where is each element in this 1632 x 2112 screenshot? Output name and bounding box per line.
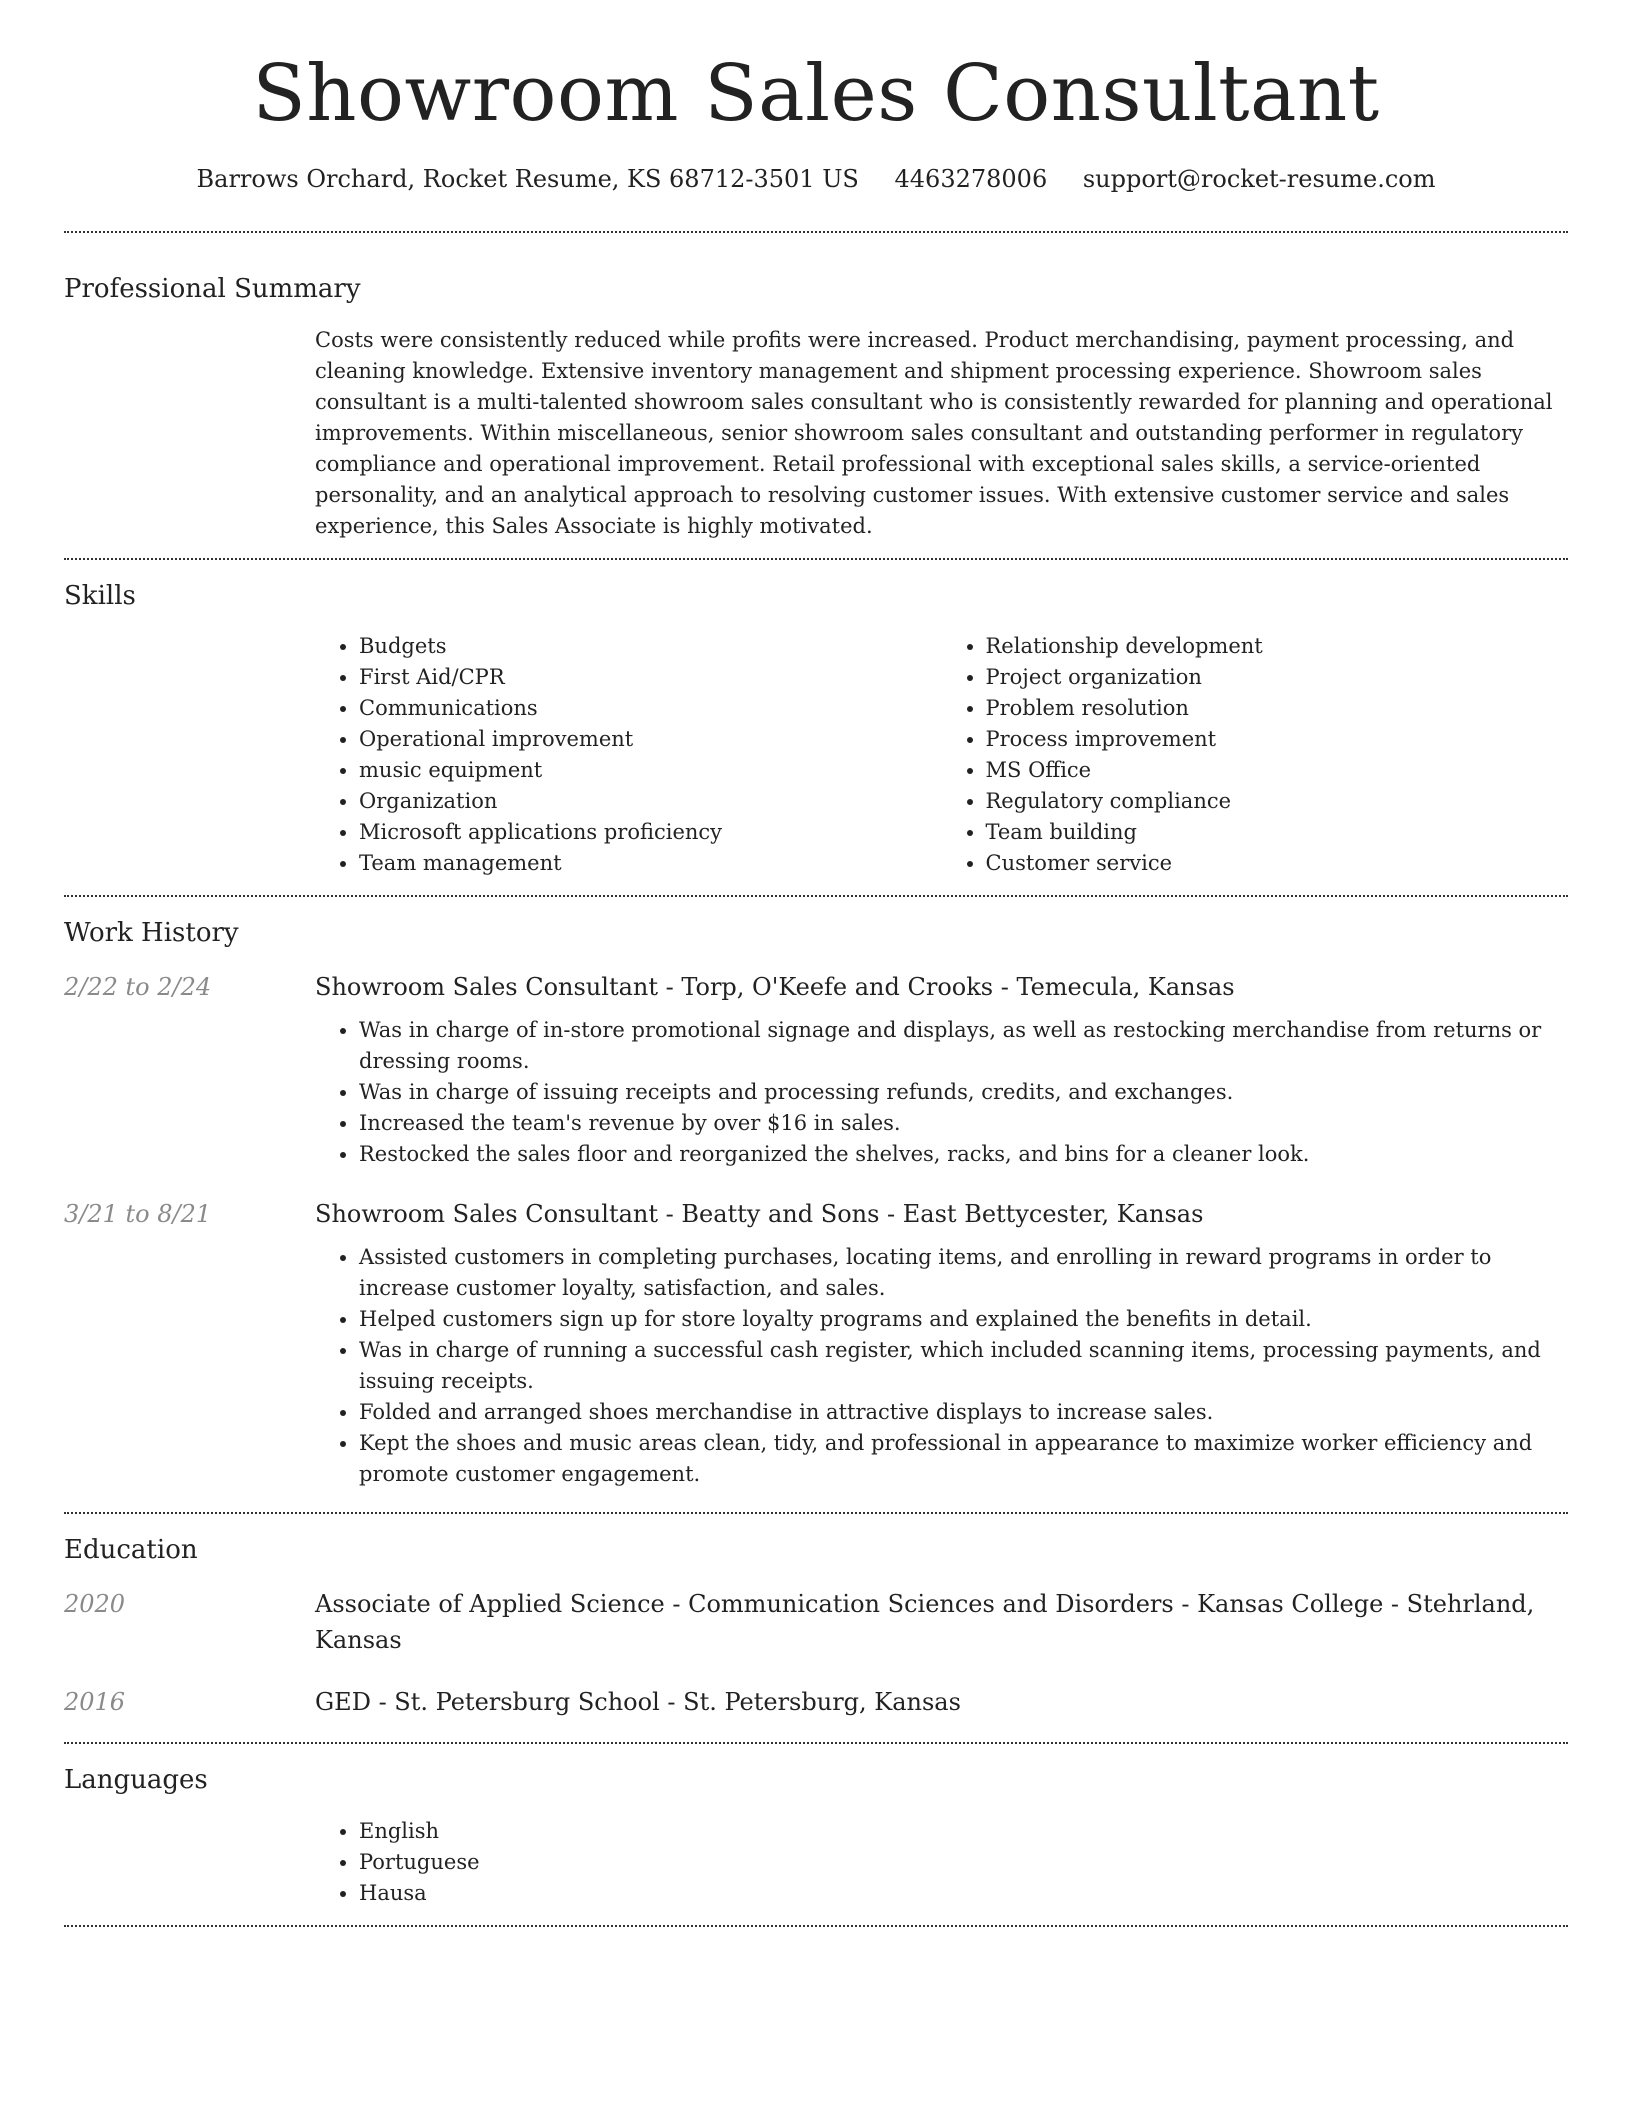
skill-item: • Microsoft applications proficiency (359, 817, 942, 848)
education-section (64, 1514, 1568, 1742)
section-divider (64, 1925, 1568, 1927)
job-heading: Showroom Sales Consultant - Torp, O'Keefe and Crooks - Temecula, Kansas (315, 973, 1235, 1002)
job-dates: 3/21 to 8/21 (64, 1200, 212, 1229)
skill-item: • Problem resolution (986, 693, 1569, 724)
job-bullet: • Restocked the sales floor and reorganized the shelves, racks, and bins for a cleaner look. (359, 1139, 1568, 1170)
job-heading: Showroom Sales Consultant - Beatty and Sons - East Bettycester, Kansas (315, 1200, 1204, 1229)
job-bullet: • Was in charge of issuing receipts and processing refunds, credits, and exchanges. (359, 1077, 1568, 1108)
skill-item: • Budgets (359, 631, 942, 662)
language-item: • Portuguese (359, 1847, 1568, 1878)
job-bullet: • Was in charge of in-store promotional signage and displays, as well as restocking merchandise from returns or dressing rooms. (359, 1015, 1568, 1077)
job-bullets (315, 1242, 1568, 1490)
education-year: 2020 (64, 1589, 126, 1618)
skills-list-left (315, 631, 942, 879)
summary-section (64, 233, 1568, 558)
skill-item: • Communications (359, 693, 942, 724)
skill-item: • Customer service (986, 848, 1569, 879)
job-entry (64, 969, 1568, 1170)
skill-item: • music equipment (359, 755, 942, 786)
section-title-education: Education (64, 1535, 198, 1566)
contact-line (64, 164, 1568, 195)
job-bullet: • Kept the shoes and music areas clean, tidy, and professional in appearance to maximize worker efficiency and promote customer engagement. (359, 1428, 1568, 1490)
contact-email: support@rocket-resume.com (1082, 164, 1436, 193)
job-entry (64, 1196, 1568, 1490)
job-bullet: • Assisted customers in completing purchases, locating items, and enrolling in reward programs in order to increase customer loyalty, satisfaction, and sales. (359, 1242, 1568, 1304)
language-item: • English (359, 1816, 1568, 1847)
skill-item: • Team management (359, 848, 942, 879)
education-heading: Associate of Applied Science - Communication Sciences and Disorders - Kansas College - Stehrland, Kansas (315, 1589, 1535, 1654)
skill-item: • Relationship development (986, 631, 1569, 662)
candidate-name: Showroom Sales Consultant (252, 49, 1380, 139)
languages-section (64, 1744, 1568, 1925)
section-title-work-history: Work History (64, 918, 239, 949)
resume-header (64, 0, 1568, 195)
skill-item: • Organization (359, 786, 942, 817)
contact-phone: 4463278006 (894, 164, 1048, 193)
education-year: 2016 (64, 1687, 126, 1716)
job-bullet: • Was in charge of running a successful cash register, which included scanning items, processing payments, and issuing receipts. (359, 1335, 1568, 1397)
skill-item: • First Aid/CPR (359, 662, 942, 693)
job-dates: 2/22 to 2/24 (64, 973, 212, 1002)
job-bullet: • Increased the team's revenue by over $16 in sales. (359, 1108, 1568, 1139)
education-heading: GED - St. Petersburg School - St. Petersburg, Kansas (315, 1687, 961, 1716)
job-bullet: • Folded and arranged shoes merchandise in attractive displays to increase sales. (359, 1397, 1568, 1428)
languages-list (315, 1816, 1568, 1909)
skills-list-right (942, 631, 1569, 879)
skill-item: • Project organization (986, 662, 1569, 693)
job-bullet: • Helped customers sign up for store loyalty programs and explained the benefits in detail. (359, 1304, 1568, 1335)
job-bullets (315, 1015, 1568, 1170)
summary-text: Costs were consistently reduced while profits were increased. Product merchandising, payment processing, and cleaning knowledge. Extensive inventory management and shipment processing experience. Showroom sales consultant is a multi-talented showroom sales consultant who is consistently rewarded for planning and operational improvements. Within miscellaneous, senior showroom sales consultant and outstanding performer in regulatory compliance and operational improvement. Retail professional with exceptional sales skills, a service-oriented personality, and an analytical approach to resolving customer issues. With extensive customer service and sales experience, this Sales Associate is highly motivated. (315, 327, 1553, 538)
skill-item: • Process improvement (986, 724, 1569, 755)
work-history-section (64, 897, 1568, 1512)
skill-item: • Regulatory compliance (986, 786, 1569, 817)
education-entry (64, 1586, 1568, 1658)
section-title-skills: Skills (64, 580, 136, 611)
skills-section (64, 560, 1568, 896)
skill-item: • Team building (986, 817, 1569, 848)
section-title-summary: Professional Summary (64, 273, 361, 304)
section-title-languages: Languages (64, 1764, 208, 1795)
skill-item: • Operational improvement (359, 724, 942, 755)
contact-address: Barrows Orchard, Rocket Resume, KS 68712-3501 US (196, 164, 859, 193)
education-entry (64, 1684, 1568, 1720)
skill-item: • MS Office (986, 755, 1569, 786)
language-item: • Hausa (359, 1878, 1568, 1909)
